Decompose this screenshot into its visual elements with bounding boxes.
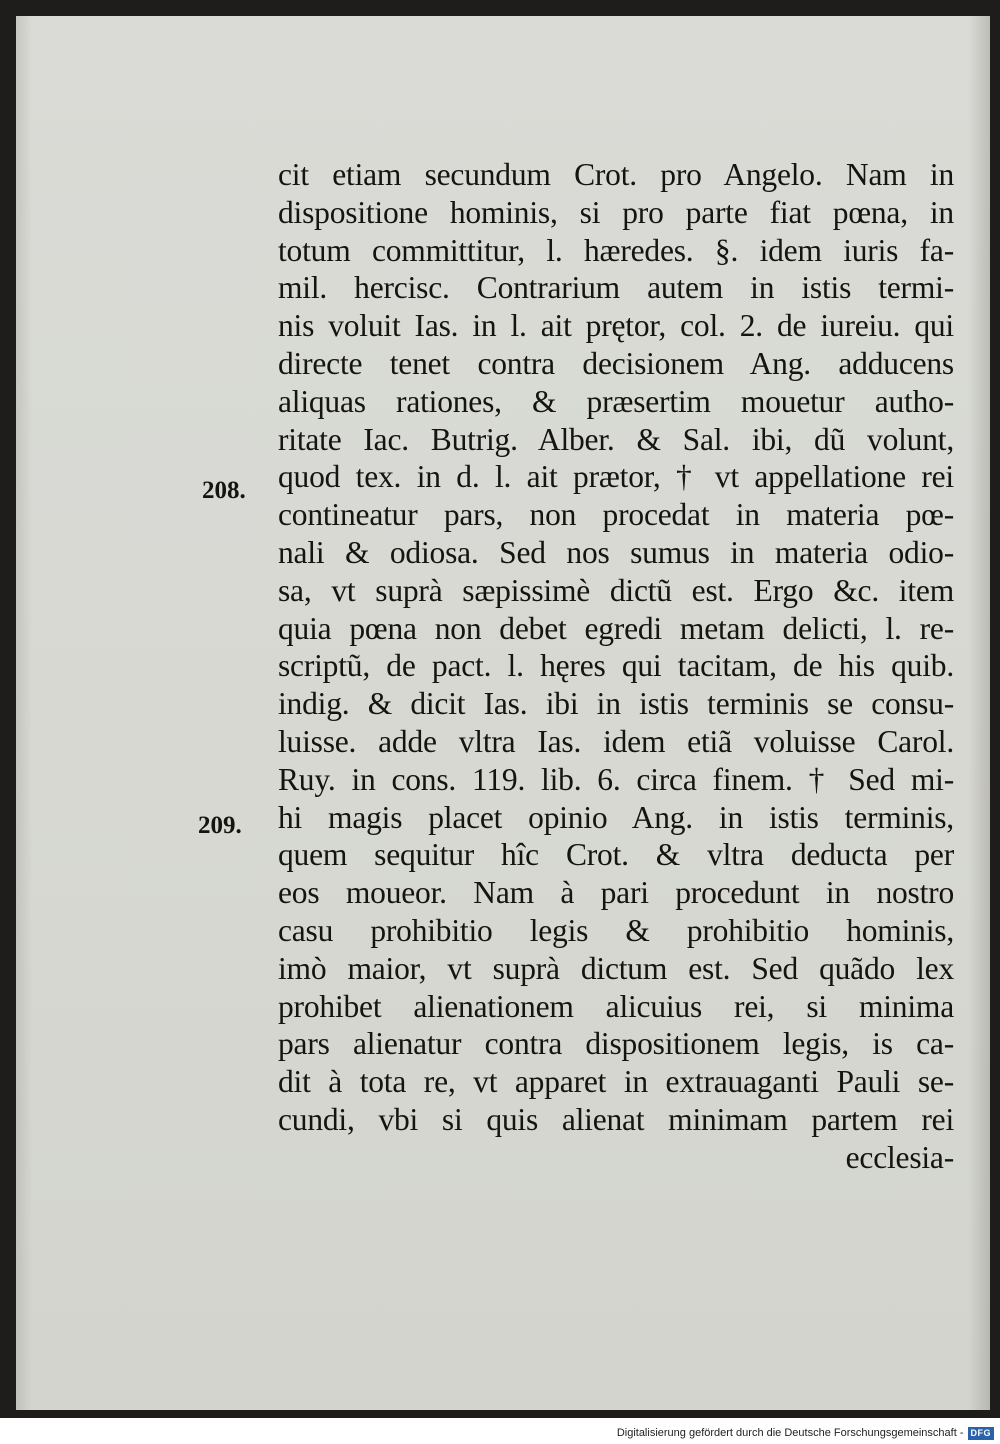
text-line: hi magis placet opinio Ang. in istis terminis, xyxy=(278,799,954,835)
text-line: cit etiam secundum Crot. pro Angelo. Nam in xyxy=(278,157,954,192)
text-line: sa, vt suprà sæpissimè dictũ est. Ergo &c. item xyxy=(278,572,954,608)
text-line: imò maior, vt suprà dictum est. Sed quãdo lex xyxy=(278,950,954,986)
text-line: pars alienatur contra dispositionem legis, is ca- xyxy=(278,1026,954,1062)
text-line: nis voluit Ias. in l. ait prętor, col. 2. de iureiu. qui xyxy=(278,308,954,344)
text-line: mil. hercisc. Contrarium autem in istis termi- xyxy=(278,270,954,306)
text-line: contineatur pars, non procedat in materia pœ- xyxy=(278,497,954,533)
text-line: directe tenet contra decisionem Ang. adducens xyxy=(278,345,954,381)
text-line: dit à tota re, vt apparet in extrauaganti Pauli se- xyxy=(278,1064,954,1100)
text-line: indig. & dicit Ias. ibi in istis terminis se consu- xyxy=(278,686,954,722)
text-line: Ruy. in cons. 119. lib. 6. circa finem. † Sed mi- xyxy=(278,761,954,797)
text-line: aliquas rationes, & præsertim mouetur autho- xyxy=(278,383,954,419)
text-line: totum committitur, l. hæredes. §. idem iuris fa- xyxy=(278,232,954,268)
margin-note-208: 208. xyxy=(202,477,246,504)
catchword: ecclesia- xyxy=(845,1139,954,1175)
text-line: casu prohibitio legis & prohibitio hominis, xyxy=(278,912,954,948)
text-line: quia pœna non debet egredi metam delicti, l. re- xyxy=(278,610,954,646)
dfg-logo-icon: DFG xyxy=(968,1427,995,1440)
margin-note-209: 209. xyxy=(198,812,242,839)
body-text xyxy=(278,156,954,1177)
text-line: nali & odiosa. Sed nos sumus in materia odio- xyxy=(278,534,954,570)
text-line: scriptũ, de pact. l. hęres qui tacitam, de his quib. xyxy=(278,648,954,684)
text-line: cundi, vbi si quis alienat minimam partem rei xyxy=(278,1101,954,1137)
text-line: quem sequitur hîc Crot. & vltra deducta per xyxy=(278,837,954,873)
text-line: luisse. adde vltra Ias. idem etiã voluisse Carol. xyxy=(278,723,954,759)
book-page xyxy=(16,16,990,1410)
text-line: quod tex. in d. l. ait prætor, † vt appellatione rei xyxy=(278,459,954,495)
text-line: eos moueor. Nam à pari procedunt in nostro xyxy=(278,875,954,911)
text-line: prohibet alienationem alicuius rei, si minima xyxy=(278,988,954,1024)
text-line: dispositione hominis, si pro parte fiat pœna, in xyxy=(278,194,954,230)
funding-notice: Digitalisierung gefördert durch die Deutsche Forschungsgemeinschaft - xyxy=(616,1427,964,1439)
text-line: ritate Iac. Butrig. Alber. & Sal. ibi, dũ volunt, xyxy=(278,421,954,457)
digitization-footer xyxy=(617,1424,994,1442)
